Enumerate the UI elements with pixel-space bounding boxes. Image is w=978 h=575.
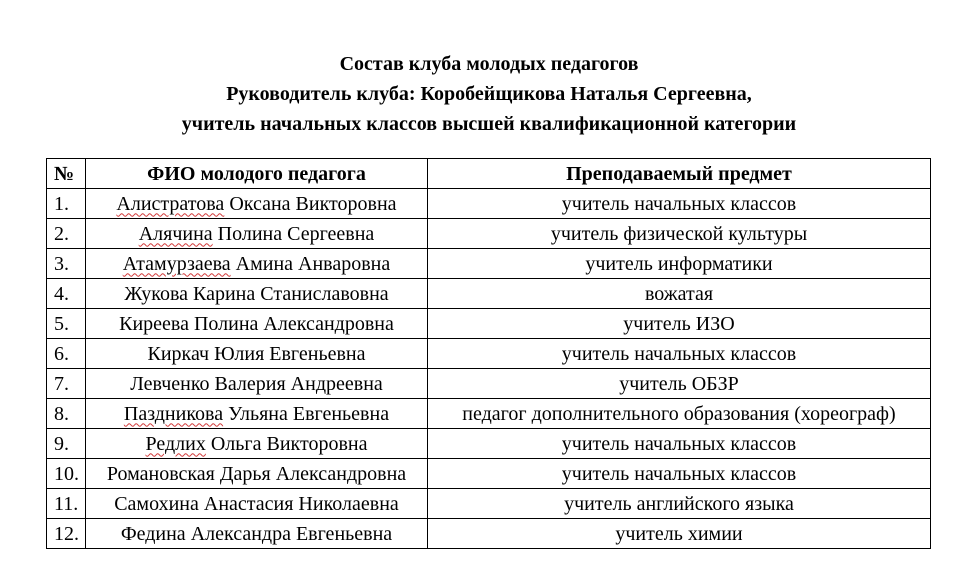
teacher-subject: учитель начальных классов [428, 189, 931, 219]
row-number: 7. [47, 369, 86, 399]
table-row [47, 279, 931, 309]
teacher-surname: Левченко [130, 372, 210, 395]
teacher-subject: учитель английского языка [428, 489, 931, 519]
teacher-name [86, 459, 428, 489]
teacher-surname: Паздникова [123, 402, 224, 425]
row-number: 5. [47, 309, 86, 339]
table-row [47, 489, 931, 519]
teacher-name [86, 309, 428, 339]
teacher-given-names: Амина Анваровна [230, 252, 391, 275]
teacher-name [86, 369, 428, 399]
teacher-surname: Алячина [138, 222, 213, 245]
teacher-surname: Романовская [106, 462, 215, 485]
teacher-subject: учитель информатики [428, 249, 931, 279]
teacher-subject: вожатая [428, 279, 931, 309]
table-row [47, 429, 931, 459]
table-row [47, 249, 931, 279]
row-number: 4. [47, 279, 86, 309]
row-number: 9. [47, 429, 86, 459]
teacher-name [86, 189, 428, 219]
header-number: № [47, 159, 86, 189]
teacher-subject: учитель ОБЗР [428, 369, 931, 399]
title-line-3: учитель начальных классов высшей квалификационной категории [181, 113, 797, 135]
teacher-surname: Федина [120, 522, 186, 545]
teacher-given-names: Оксана Викторовна [224, 192, 397, 215]
teacher-name [86, 339, 428, 369]
teacher-given-names: Анастасия Николаевна [198, 492, 399, 515]
teacher-surname: Самохина [114, 492, 199, 515]
teacher-subject: учитель начальных классов [428, 339, 931, 369]
document-title [0, 49, 978, 139]
row-number: 8. [47, 399, 86, 429]
teacher-given-names: Дарья Александровна [214, 462, 407, 485]
teacher-given-names: Ульяна Евгеньевна [223, 402, 390, 425]
teacher-name [86, 219, 428, 249]
teacher-subject: учитель ИЗО [428, 309, 931, 339]
table-row [47, 399, 931, 429]
teacher-subject: учитель химии [428, 519, 931, 549]
header-name: ФИО молодого педагога [86, 159, 428, 189]
teacher-given-names: Ольга Викторовна [205, 432, 368, 455]
teacher-given-names: Карина Станиславовна [188, 282, 389, 305]
row-number: 3. [47, 249, 86, 279]
teacher-given-names: Валерия Андреевна [209, 372, 383, 395]
table-row [47, 369, 931, 399]
teacher-surname: Киреева [119, 312, 189, 335]
table-header-row [47, 159, 931, 189]
table-row [47, 309, 931, 339]
row-number: 10. [47, 459, 86, 489]
title-line-1: Состав клуба молодых педагогов [339, 53, 639, 75]
table-row [47, 519, 931, 549]
teacher-given-names: Александра Евгеньевна [185, 522, 393, 545]
row-number: 1. [47, 189, 86, 219]
teacher-subject: учитель начальных классов [428, 429, 931, 459]
row-number: 12. [47, 519, 86, 549]
teacher-subject: учитель начальных классов [428, 459, 931, 489]
table-row [47, 189, 931, 219]
teacher-given-names: Полина Александровна [188, 312, 394, 335]
teacher-surname: Атамурзаева [122, 252, 231, 275]
title-line-2: Руководитель клуба: Коробейщикова Наталья Сергеевна, [226, 83, 752, 105]
row-number: 11. [47, 489, 86, 519]
teachers-table [46, 158, 931, 549]
table-row [47, 459, 931, 489]
row-number: 6. [47, 339, 86, 369]
teacher-subject: педагог дополнительного образования (хореограф) [428, 399, 931, 429]
teacher-name [86, 249, 428, 279]
teacher-given-names: Юлия Евгеньевна [209, 342, 366, 365]
teacher-name [86, 519, 428, 549]
teacher-surname: Редлих [145, 432, 206, 455]
teacher-name [86, 429, 428, 459]
table-row [47, 339, 931, 369]
teacher-name [86, 279, 428, 309]
teacher-surname: Киркач [147, 342, 210, 365]
teacher-subject: учитель физической культуры [428, 219, 931, 249]
teacher-surname: Алистратова [116, 192, 225, 215]
teacher-name [86, 399, 428, 429]
teacher-name [86, 489, 428, 519]
teacher-given-names: Полина Сергеевна [212, 222, 375, 245]
table-row [47, 219, 931, 249]
header-subject: Преподаваемый предмет [428, 159, 931, 189]
teacher-surname: Жукова [124, 282, 189, 305]
row-number: 2. [47, 219, 86, 249]
